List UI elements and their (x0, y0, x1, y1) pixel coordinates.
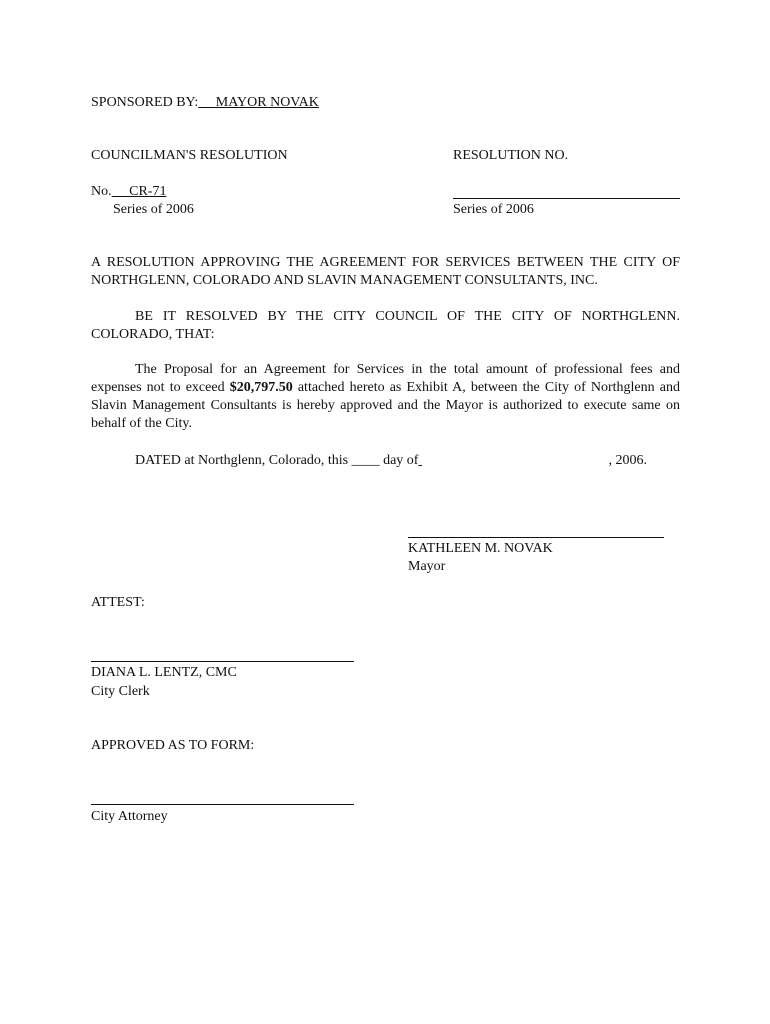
body-paragraph (91, 361, 680, 433)
resolution-number-blank (453, 198, 680, 199)
clerk-title: City Clerk (91, 684, 150, 699)
dated-line (135, 452, 647, 470)
mayor-name: KATHLEEN M. NOVAK (408, 541, 553, 556)
body-part-1: The Proposal for an Agreement for Services in the total amount of professional fees and expenses not to exceed (91, 362, 680, 395)
number-label: No. (91, 184, 112, 199)
sponsored-by-value: MAYOR NOVAK (215, 95, 319, 110)
approved-as-to-form-label: APPROVED AS TO FORM: (91, 738, 255, 753)
series-left: Series of 2006 (113, 202, 194, 217)
dated-month-blank (418, 452, 608, 470)
clerk-signature-line (91, 661, 354, 662)
mayor-signature-line (408, 537, 664, 538)
attorney-signature-line (91, 804, 354, 805)
resolution-no-label: RESOLUTION NO. (453, 148, 569, 163)
series-right: Series of 2006 (453, 202, 534, 217)
councilman-resolution-label: COUNCILMAN'S RESOLUTION (91, 148, 288, 163)
number-value: CR-71 (129, 184, 167, 199)
body-part-2: attached hereto as Exhibit A, between the City of Northglenn and Slavin Management Consultants is hereby approved and the Mayor is authorized to execute same on behalf of the City. (91, 380, 680, 431)
mayor-title: Mayor (408, 559, 446, 574)
sponsored-by-label: SPONSORED BY: (91, 95, 199, 110)
attorney-title: City Attorney (91, 809, 168, 824)
attest-label: ATTEST: (91, 595, 145, 610)
resolved-clause: BE IT RESOLVED BY THE CITY COUNCIL OF THE CITY OF NORTHGLENN. COLORADO, THAT: (91, 309, 680, 342)
contract-amount: $20,797.50 (229, 380, 293, 395)
sponsored-by-line (91, 94, 319, 112)
dated-suffix: , 2006. (608, 453, 647, 468)
number-line (91, 183, 357, 201)
dated-prefix: DATED at Northglenn, Colorado, this ____ day of (135, 453, 419, 468)
clerk-name: DIANA L. LENTZ, CMC (91, 665, 237, 680)
resolution-title: A RESOLUTION APPROVING THE AGREEMENT FOR SERVICES BETWEEN THE CITY OF NORTHGLENN, COLORADO AND SLAVIN MANAGEMENT CONSULTANTS, INC. (91, 255, 680, 288)
